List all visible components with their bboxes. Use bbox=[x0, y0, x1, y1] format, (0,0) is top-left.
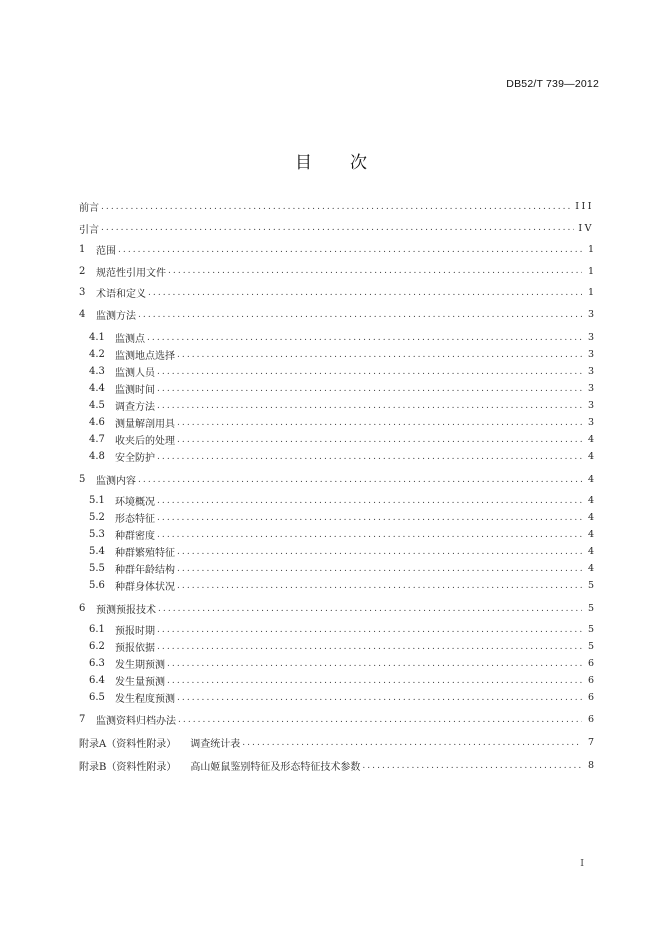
footer-page-number: I bbox=[580, 858, 584, 869]
toc-entry-label: 前言 bbox=[79, 203, 99, 214]
toc-leader-dots bbox=[177, 581, 582, 591]
toc-entry-label: 引言 bbox=[79, 224, 99, 236]
toc-entry-page: 6 bbox=[587, 692, 594, 703]
toc-entry-number: 1 bbox=[79, 244, 86, 255]
toc-leader-dots bbox=[242, 738, 582, 748]
toc-leader-dots bbox=[147, 333, 582, 343]
toc-entry[interactable] bbox=[79, 306, 594, 323]
toc-entry-number: 5.3 bbox=[89, 529, 105, 540]
toc-entry[interactable] bbox=[89, 526, 594, 543]
toc-entry-page: 1 bbox=[587, 265, 594, 277]
toc-entry-number: 5.5 bbox=[89, 563, 105, 574]
toc-leader-dots bbox=[157, 513, 582, 523]
toc-entry-page: 7 bbox=[587, 737, 594, 748]
toc-leader-dots bbox=[157, 496, 582, 506]
toc-entry-page: 4 bbox=[587, 546, 594, 557]
toc-entry-label: 安全防护 bbox=[115, 453, 155, 464]
toc-entry[interactable] bbox=[89, 380, 594, 397]
toc-entry-page: 5 bbox=[587, 624, 594, 635]
toc-entry-label: 环境概况 bbox=[115, 497, 155, 508]
toc-entry-label: 规范性引用文件 bbox=[96, 267, 166, 279]
toc-entry-page: 3 bbox=[587, 366, 594, 377]
toc-entry-page: 4 bbox=[587, 529, 594, 540]
toc-entry-number: 4.6 bbox=[89, 417, 105, 428]
toc-entry-label: 种群密度 bbox=[115, 531, 155, 542]
toc-entry-page: 3 bbox=[587, 332, 594, 343]
toc-entry-page: 3 bbox=[587, 309, 594, 320]
toc-leader-dots bbox=[167, 659, 582, 669]
toc-entry-label: 调查统计表 bbox=[190, 739, 241, 750]
toc-entry[interactable] bbox=[89, 672, 594, 689]
toc-entry[interactable] bbox=[79, 757, 594, 774]
toc-entry-label: 范围 bbox=[96, 246, 116, 257]
toc-entry-number: 6.1 bbox=[89, 624, 105, 635]
toc-entry-page: 4 bbox=[587, 512, 594, 523]
toc-entry[interactable] bbox=[79, 284, 594, 301]
toc-entry-page: 3 bbox=[587, 400, 594, 411]
title-char-1: 目 bbox=[295, 153, 312, 173]
toc-entry-number: 6 bbox=[79, 603, 86, 614]
toc-entry[interactable] bbox=[89, 509, 594, 526]
toc-entry[interactable] bbox=[89, 431, 594, 448]
toc-entry-page: 4 bbox=[587, 451, 594, 462]
toc-leader-dots bbox=[178, 715, 582, 725]
toc-entry-label: 监测内容 bbox=[96, 476, 136, 487]
toc-leader-dots bbox=[148, 288, 582, 298]
toc-entry-label: 发生程度预测 bbox=[115, 694, 175, 705]
toc-entry-number: 6.3 bbox=[89, 658, 105, 669]
toc-entry-page: III bbox=[575, 201, 594, 212]
toc-entry[interactable] bbox=[79, 734, 594, 751]
toc-entry-label: 调查方法 bbox=[115, 402, 155, 413]
toc-entry-page: 6 bbox=[587, 714, 594, 725]
toc-entry-page: 5 bbox=[587, 580, 594, 591]
toc-entry[interactable] bbox=[89, 414, 594, 431]
toc-entry-number: 4.1 bbox=[89, 332, 105, 343]
toc-leader-dots bbox=[177, 693, 582, 703]
toc-leader-dots bbox=[177, 350, 582, 360]
toc-entry-page: 6 bbox=[587, 675, 594, 686]
toc-leader-dots bbox=[101, 202, 571, 212]
toc-leader-dots bbox=[167, 676, 582, 686]
toc-leader-dots bbox=[158, 604, 582, 614]
toc-entry-page: IV bbox=[578, 222, 594, 234]
toc-leader-dots bbox=[177, 564, 582, 574]
toc-leader-dots bbox=[157, 367, 582, 377]
toc-leader-dots bbox=[157, 401, 582, 411]
toc-entry-page: 8 bbox=[587, 760, 594, 771]
toc-entry-number: 6.4 bbox=[89, 675, 105, 686]
toc-entry-label: 预测预报技术 bbox=[96, 605, 156, 616]
toc-leader-dots bbox=[138, 475, 582, 485]
toc-entry-label: 预报时期 bbox=[115, 626, 155, 637]
toc-entry-number: 5.4 bbox=[89, 546, 105, 557]
toc-leader-dots bbox=[157, 530, 582, 540]
toc-entry-number: 4.3 bbox=[89, 366, 105, 377]
toc-entry-label: 种群身体状况 bbox=[115, 582, 175, 593]
standard-code: DB52/T 739—2012 bbox=[506, 78, 599, 90]
toc-entry-number: 4.8 bbox=[89, 451, 105, 462]
toc-entry[interactable] bbox=[79, 471, 594, 488]
toc-entry-label: 发生期预测 bbox=[115, 660, 165, 671]
toc-entry[interactable] bbox=[89, 363, 594, 380]
toc-entry-number: 4.4 bbox=[89, 383, 105, 394]
toc-entry[interactable] bbox=[89, 543, 594, 560]
toc-entry-number: 4.2 bbox=[89, 349, 105, 360]
toc-leader-dots bbox=[157, 452, 582, 462]
toc-entry-page: 5 bbox=[587, 641, 594, 652]
toc-leader-dots bbox=[177, 547, 582, 557]
toc-entry-page: 4 bbox=[587, 563, 594, 574]
toc-entry-number: 5.6 bbox=[89, 580, 105, 591]
toc-entry-number: 6.2 bbox=[89, 641, 105, 652]
toc-leader-dots bbox=[101, 223, 574, 233]
toc-entry[interactable] bbox=[79, 711, 594, 728]
toc-entry[interactable] bbox=[79, 600, 594, 617]
toc-entry-page: 1 bbox=[587, 287, 594, 298]
toc-entry-label: 术语和定义 bbox=[96, 289, 146, 300]
toc-entry-label: 形态特征 bbox=[115, 514, 155, 525]
title-char-2: 次 bbox=[350, 153, 367, 173]
toc-entry-label: 测量解剖用具 bbox=[115, 419, 175, 430]
toc-entry[interactable] bbox=[89, 655, 594, 672]
toc-entry-label: 监测人员 bbox=[115, 368, 155, 379]
toc-leader-dots bbox=[157, 384, 582, 394]
toc-entry-page: 3 bbox=[587, 417, 594, 428]
toc-entry-label: 发生量预测 bbox=[115, 677, 165, 688]
toc-entry[interactable] bbox=[79, 241, 594, 258]
toc-entry-label: 种群繁殖特征 bbox=[115, 548, 175, 559]
toc-entry[interactable] bbox=[89, 560, 594, 577]
toc-entry-page: 4 bbox=[587, 495, 594, 506]
toc-entry-number: 6.5 bbox=[89, 692, 105, 703]
toc-entry-label: 监测点 bbox=[115, 334, 145, 345]
toc-entry-number: 附录A（资料性附录） bbox=[79, 739, 177, 750]
toc-entry[interactable] bbox=[79, 198, 594, 215]
toc-entry-number: 4 bbox=[79, 309, 86, 320]
toc-entry-page: 1 bbox=[587, 244, 594, 255]
toc-entry[interactable] bbox=[79, 220, 594, 237]
toc-entry-page: 3 bbox=[587, 349, 594, 360]
toc-entry[interactable] bbox=[89, 448, 594, 465]
toc-leader-dots bbox=[118, 245, 582, 255]
toc-entry[interactable] bbox=[89, 346, 594, 363]
toc-leader-dots bbox=[168, 266, 582, 276]
toc-leader-dots bbox=[177, 418, 582, 428]
toc-leader-dots bbox=[177, 435, 582, 445]
toc-entry-page: 4 bbox=[587, 474, 594, 485]
toc-entry-label: 高山姬鼠鉴别特征及形态特征技术参数 bbox=[190, 762, 361, 773]
toc-entry[interactable] bbox=[89, 689, 594, 706]
toc-leader-dots bbox=[157, 625, 582, 635]
toc-entry[interactable] bbox=[89, 329, 594, 346]
toc-entry-number: 4.5 bbox=[89, 400, 105, 411]
toc-entry-number: 5.2 bbox=[89, 512, 105, 523]
toc-entry-label: 监测地点选择 bbox=[115, 351, 175, 362]
page-title bbox=[0, 148, 662, 173]
toc-leader-dots bbox=[362, 761, 582, 771]
toc-entry[interactable] bbox=[89, 492, 594, 509]
toc-entry-label: 收夹后的处理 bbox=[115, 436, 175, 447]
toc-entry-label: 监测方法 bbox=[96, 311, 136, 322]
toc-entry-number: 5.1 bbox=[89, 495, 105, 506]
toc-entry-page: 3 bbox=[587, 383, 594, 394]
toc-entry-number: 5 bbox=[79, 474, 86, 485]
toc-leader-dots bbox=[138, 310, 582, 320]
toc-entry-number: 2 bbox=[79, 265, 86, 277]
toc-entry[interactable] bbox=[89, 577, 594, 594]
toc-entry-label: 预报依据 bbox=[115, 643, 155, 654]
toc-entry-number: 4.7 bbox=[89, 434, 105, 445]
toc-entry-label: 种群年龄结构 bbox=[115, 565, 175, 576]
toc-entry[interactable] bbox=[79, 263, 594, 280]
toc-entry[interactable] bbox=[89, 621, 594, 638]
toc-entry[interactable] bbox=[89, 397, 594, 414]
toc-entry-page: 4 bbox=[587, 434, 594, 445]
toc-entry-number: 附录B（资料性附录） bbox=[79, 762, 177, 773]
toc-entry-page: 6 bbox=[587, 658, 594, 669]
toc-entry-label: 监测资料归档办法 bbox=[96, 716, 176, 727]
toc-leader-dots bbox=[157, 642, 582, 652]
toc-entry-page: 5 bbox=[587, 603, 594, 614]
toc-entry-label: 监测时间 bbox=[115, 385, 155, 396]
toc-entry-number: 7 bbox=[79, 714, 86, 725]
toc-entry-number: 3 bbox=[79, 287, 86, 298]
toc-entry[interactable] bbox=[89, 638, 594, 655]
